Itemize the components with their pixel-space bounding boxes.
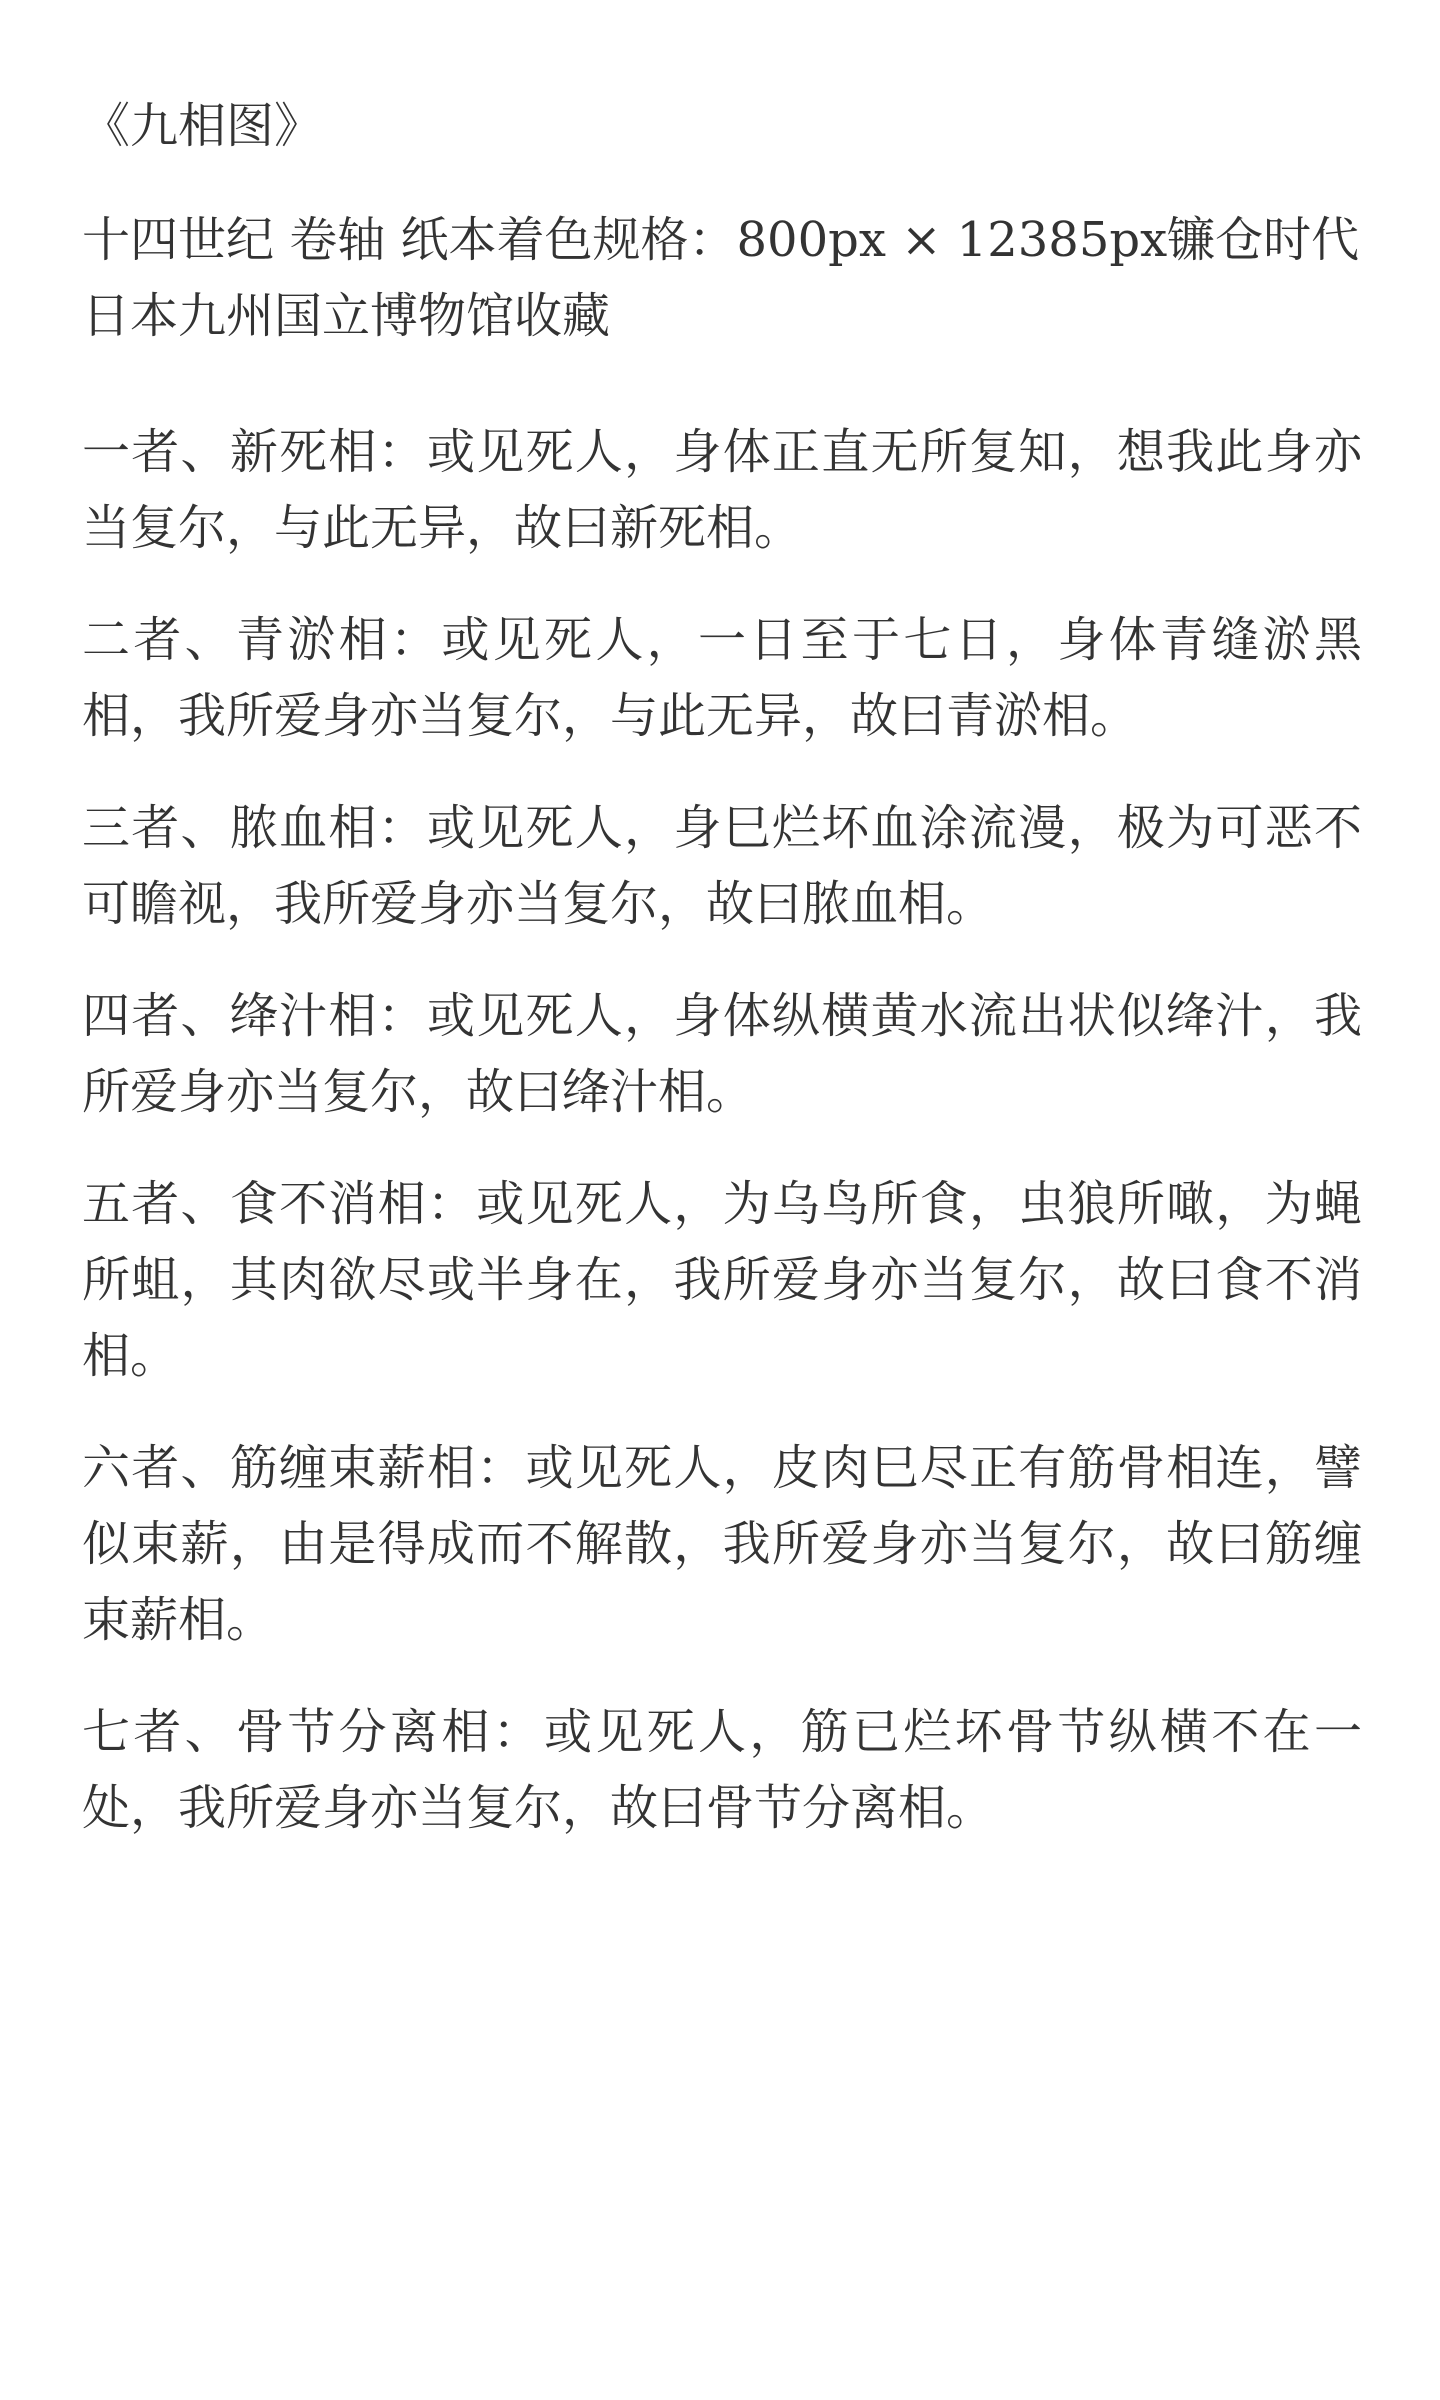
paragraph-7: 七者、骨节分离相：或见死人，筋已烂坏骨节纵横不在一处，我所爱身亦当复尔，故曰骨节分离相。 [82,1704,1362,1836]
article [82,88,1362,1882]
artwork-metadata: 十四世纪 卷轴 纸本着色规格：800px × 12385px镰仓时代日本九州国立博物馆收藏 [82,212,1360,344]
article-title: 《九相图》 [82,98,323,154]
paragraph-1: 一者、新死相：或见死人，身体正直无所复知，想我此身亦当复尔，与此无异，故曰新死相。 [82,424,1362,556]
paragraph-4: 四者、绛汁相：或见死人，身体纵横黄水流出状似绛汁，我所爱身亦当复尔，故曰绛汁相。 [82,988,1362,1120]
paragraph-2: 二者、青淤相：或见死人，一日至于七日，身体青缝淤黑相，我所爱身亦当复尔，与此无异，故曰青淤相。 [82,612,1362,744]
paragraph-5: 五者、食不消相：或见死人，为乌鸟所食，虫狼所噉，为蝇所蛆，其肉欲尽或半身在，我所爱身亦当复尔，故曰食不消相。 [82,1176,1362,1384]
paragraph-6: 六者、筋缠束薪相：或见死人，皮肉巳尽正有筋骨相连，譬似束薪，由是得成而不解散，我所爱身亦当复尔，故曰筋缠束薪相。 [82,1440,1362,1648]
paragraph-3: 三者、脓血相：或见死人，身巳烂坏血涂流漫，极为可恶不可瞻视，我所爱身亦当复尔，故曰脓血相。 [82,800,1362,932]
